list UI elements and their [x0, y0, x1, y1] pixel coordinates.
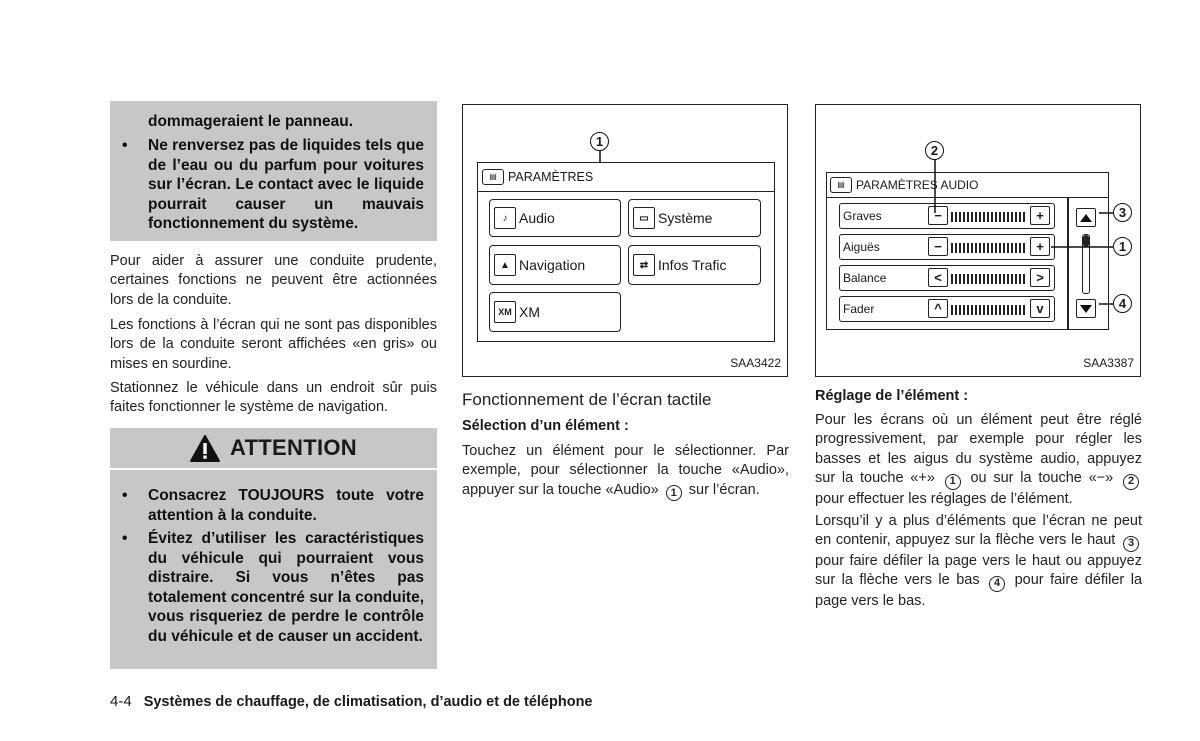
settings-icon: ▤	[482, 169, 504, 185]
figure-code: SAA3387	[1083, 356, 1134, 370]
marker-1: 1	[666, 485, 682, 501]
screen-title	[482, 169, 593, 185]
callout-4: 4	[1113, 294, 1132, 313]
attention-bullet-text: Consacrez TOUJOURS toute votre attention à la conduite.	[148, 487, 424, 524]
figure-audio-settings-screen	[815, 104, 1141, 377]
paragraph-text: pour faire défiler la page vers le bas.	[815, 572, 1143, 609]
graves-plus-button[interactable]: +	[1030, 206, 1050, 225]
paragraph: Les fonctions à l’écran qui ne sont pas disponibles lors de la conduite seront affichées «en gris» ou mises en sourdine.	[110, 317, 437, 372]
row-label: Aiguës	[843, 240, 880, 254]
warning-bullet-text: Ne renversez pas de liquides tels que de l’eau ou du parfum pour voitures sur l’écran. Le contact avec le liquide pourrait causer un mauvais fonctionnement du système.	[148, 137, 424, 232]
subheading: Réglage de l’élément :	[815, 388, 969, 404]
screen-frame	[477, 162, 775, 342]
traffic-icon: ⇄	[633, 254, 655, 276]
fader-rear-button[interactable]: v	[1030, 299, 1050, 318]
bullet-marker: •	[122, 530, 128, 547]
marker-2: 2	[1123, 474, 1139, 490]
paragraph-text: Lorsqu’il y a plus d’éléments que l’écran ne peut en contenir, appuyez sur la flèche vers le haut	[815, 513, 1142, 549]
system-button[interactable]	[628, 199, 761, 237]
selection-paragraph	[462, 442, 789, 501]
aigues-minus-button[interactable]: −	[928, 237, 948, 256]
navigation-button-label: Navigation	[519, 257, 586, 273]
settings-icon: ▤	[830, 177, 852, 193]
screen-title-text: PARAMÈTRES	[508, 170, 594, 184]
bullet-marker: •	[122, 137, 128, 154]
paragraph-text: sur l’écran.	[688, 481, 760, 498]
music-note-icon: ♪	[494, 207, 516, 229]
paragraph-text: Touchez un élément pour le sélectionner. Par exemple, pour sélectionner la touche «Audio», appuyer sur la touche «Audio»	[462, 443, 789, 498]
attention-header	[110, 428, 437, 470]
subheading: Sélection d’un élément :	[462, 418, 629, 434]
adjust-paragraph	[815, 411, 1142, 509]
scroll-paragraph	[815, 512, 1142, 611]
row-label: Fader	[843, 302, 875, 316]
paragraph-text: pour faire défiler la page vers le haut ou appuyez sur la flèche vers le bas	[815, 552, 1142, 589]
navigation-button[interactable]	[489, 245, 621, 285]
balance-right-button[interactable]: >	[1030, 268, 1050, 287]
callout-2: 2	[925, 141, 944, 160]
attention-box	[110, 428, 437, 669]
warning-bullet	[110, 136, 428, 234]
callout-leader-lines	[816, 105, 1142, 378]
marker-3: 3	[1123, 536, 1139, 552]
balance-left-button[interactable]: <	[928, 268, 948, 287]
row-label: Graves	[843, 209, 882, 223]
row-label: Balance	[843, 271, 887, 285]
callout-1: 1	[1113, 237, 1132, 256]
attention-bullet	[110, 486, 428, 525]
screen-title-text: PARAMÈTRES AUDIO	[856, 178, 979, 192]
xm-radio-icon: XM	[494, 301, 516, 323]
audio-button-label: Audio	[519, 210, 555, 226]
xm-button[interactable]	[489, 292, 621, 332]
attention-bullet	[110, 529, 428, 646]
aigues-plus-button[interactable]: +	[1030, 237, 1050, 256]
graves-minus-button[interactable]: −	[928, 206, 948, 225]
paragraph: Pour aider à assurer une conduite prudente, certaines fonctions ne peuvent être actionnées lors de la conduite.	[110, 253, 437, 308]
paragraph: Stationnez le véhicule dans un endroit sûr puis faites fonctionner le système de navigation.	[110, 380, 437, 416]
paragraph-text: Pour les écrans où un élément peut être réglé progressivement, par exemple pour régler les basses et les aigus du système audio, appuyez sur la touche «+»	[815, 412, 1142, 487]
traffic-info-button[interactable]	[628, 245, 761, 285]
page-number: 4-4	[110, 693, 132, 710]
callout-3: 3	[1113, 203, 1132, 222]
page-footer	[110, 693, 593, 710]
marker-4: 4	[989, 576, 1005, 592]
chapter-title: Systèmes de chauffage, de climatisation, d’audio et de téléphone	[143, 694, 593, 710]
paragraph-text: pour effectuer les réglages de l’élément.	[815, 490, 1073, 507]
monitor-icon: ▭	[633, 207, 655, 229]
figure-code: SAA3422	[730, 356, 781, 370]
attention-title: ATTENTION	[230, 435, 357, 460]
section-heading: Fonctionnement de l’écran tactile	[462, 390, 712, 409]
attention-bullet-text: Évitez d’utiliser les caractéristiques du véhicule qui pourraient vous distraire. Si vous n’êtes pas totalement concentré sur la conduite, vous risqueriez de perdre le contrôle du véhicule et de causer un accident.	[148, 530, 424, 645]
paragraph-text: ou sur la touche «−»	[970, 470, 1114, 487]
warning-continued-box	[110, 101, 437, 241]
fader-front-button[interactable]: ^	[928, 299, 948, 318]
warning-line: dommageraient le panneau.	[148, 113, 353, 130]
bullet-marker: •	[122, 487, 128, 504]
figure-settings-screen	[462, 104, 788, 377]
audio-button[interactable]	[489, 199, 621, 237]
callout-1: 1	[590, 132, 609, 151]
navigation-arrow-icon: ▲	[494, 254, 516, 276]
xm-button-label: XM	[519, 304, 540, 320]
warning-triangle-icon	[190, 435, 220, 462]
system-button-label: Système	[658, 210, 713, 226]
marker-1: 1	[945, 474, 961, 490]
traffic-info-button-label: Infos Trafic	[658, 257, 727, 273]
